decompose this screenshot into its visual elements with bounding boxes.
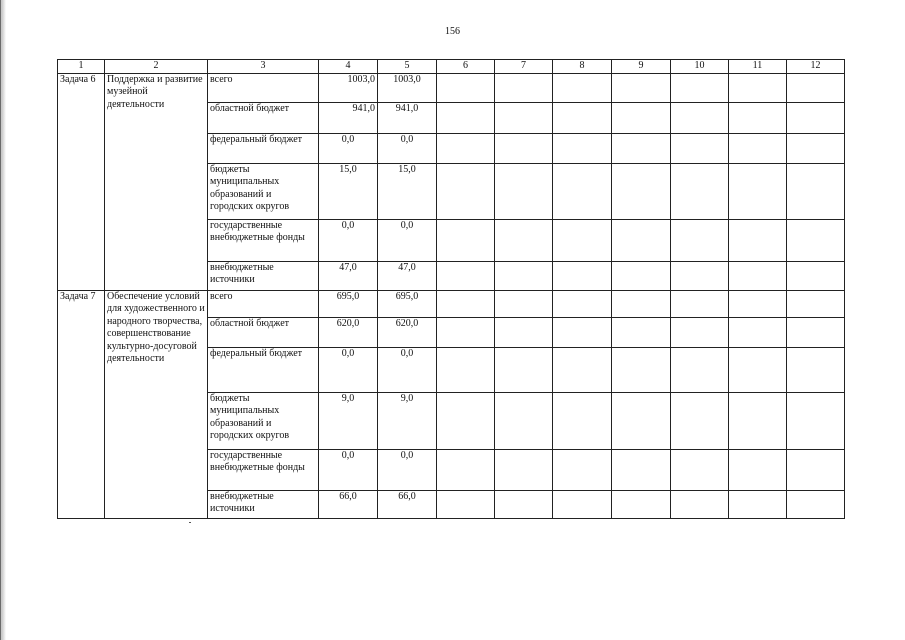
- budget-table: [57, 59, 845, 519]
- amount-col4: 0,0: [319, 219, 378, 261]
- task-name: Обеспечение условий для художественного и народного творчества, совершенствование культурно-досуговой деятельности: [105, 290, 208, 518]
- amount-col5: 0,0: [378, 449, 437, 490]
- column-number: 5: [378, 60, 437, 74]
- funding-source: областной бюджет: [208, 317, 319, 347]
- amount-col4: 15,0: [319, 163, 378, 219]
- scan-speck: [189, 522, 191, 523]
- funding-source: государственные внебюджетные фонды: [208, 449, 319, 490]
- funding-source: внебюджетные источники: [208, 261, 319, 290]
- table-row: [58, 73, 845, 102]
- amount-col5: 0,0: [378, 133, 437, 163]
- amount-col5: 0,0: [378, 347, 437, 392]
- amount-col4: 9,0: [319, 392, 378, 449]
- column-number: 7: [495, 60, 553, 74]
- funding-source: всего: [208, 73, 319, 102]
- amount-col5: 941,0: [378, 102, 437, 133]
- funding-source: бюджеты муниципальных образований и городских округов: [208, 163, 319, 219]
- amount-col5: 0,0: [378, 219, 437, 261]
- amount-col5: 66,0: [378, 490, 437, 518]
- table-row: [58, 290, 845, 317]
- amount-col5: 9,0: [378, 392, 437, 449]
- amount-col4: 1003,0: [319, 73, 378, 102]
- amount-col4: 66,0: [319, 490, 378, 518]
- amount-col4: 695,0: [319, 290, 378, 317]
- scan-edge: [0, 0, 6, 640]
- funding-source: всего: [208, 290, 319, 317]
- column-number: 3: [208, 60, 319, 74]
- column-number: 1: [58, 60, 105, 74]
- funding-source: областной бюджет: [208, 102, 319, 133]
- task-id: Задача 6: [58, 73, 105, 290]
- amount-col5: 15,0: [378, 163, 437, 219]
- task-name: Поддержка и развитие музейной деятельности: [105, 73, 208, 290]
- amount-col4: 0,0: [319, 347, 378, 392]
- column-number: 4: [319, 60, 378, 74]
- funding-source: внебюджетные источники: [208, 490, 319, 518]
- column-number: 10: [671, 60, 729, 74]
- amount-col5: 1003,0: [378, 73, 437, 102]
- column-number: 9: [612, 60, 671, 74]
- page-number: 156: [445, 26, 460, 37]
- column-number: 8: [553, 60, 612, 74]
- amount-col5: 47,0: [378, 261, 437, 290]
- column-number: 11: [729, 60, 787, 74]
- amount-col4: 0,0: [319, 133, 378, 163]
- amount-col5: 620,0: [378, 317, 437, 347]
- funding-source: федеральный бюджет: [208, 133, 319, 163]
- column-number-row: [58, 60, 845, 74]
- task-id: Задача 7: [58, 290, 105, 518]
- funding-source: государственные внебюджетные фонды: [208, 219, 319, 261]
- amount-col4: 47,0: [319, 261, 378, 290]
- funding-source: бюджеты муниципальных образований и городских округов: [208, 392, 319, 449]
- column-number: 2: [105, 60, 208, 74]
- column-number: 6: [437, 60, 495, 74]
- amount-col5: 695,0: [378, 290, 437, 317]
- amount-col4: 0,0: [319, 449, 378, 490]
- column-number: 12: [787, 60, 845, 74]
- funding-source: федеральный бюджет: [208, 347, 319, 392]
- amount-col4: 620,0: [319, 317, 378, 347]
- amount-col4: 941,0: [319, 102, 378, 133]
